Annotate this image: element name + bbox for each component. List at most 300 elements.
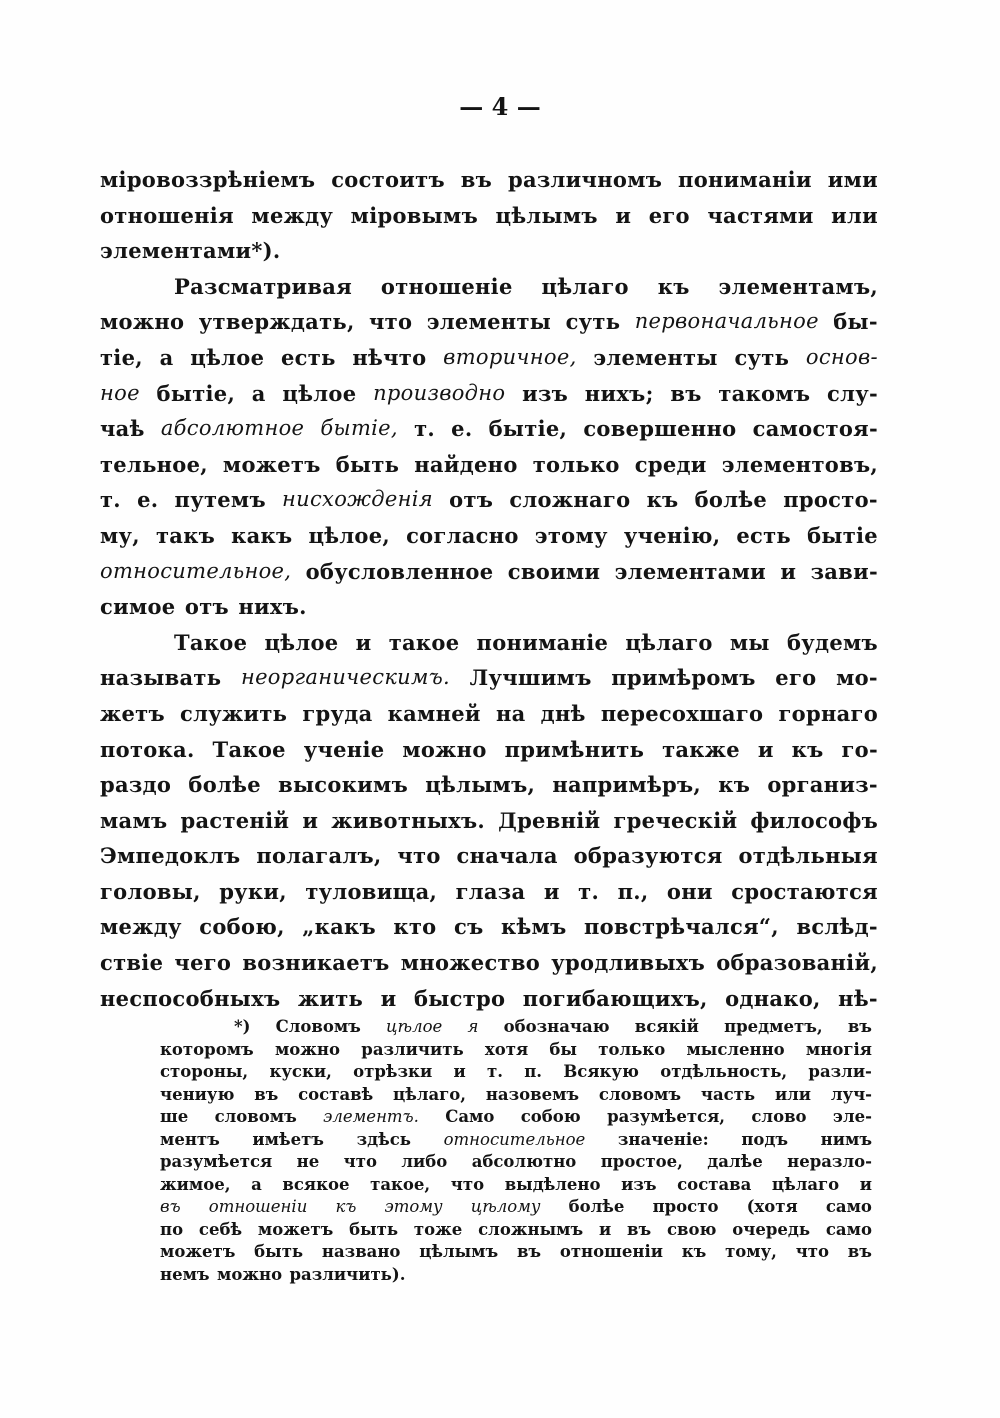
main-text-word: между [100,914,182,940]
main-text-word: есть [281,344,336,370]
main-text-word: пониманіи [678,167,812,192]
main-text-word: однако, [725,985,821,1011]
main-text-word: отъ [449,487,494,513]
footnote-word: въ [516,1242,542,1261]
main-text-word: согласно [406,522,519,548]
main-text-word: высокимъ [278,772,408,798]
main-text-line [100,304,878,340]
main-text-line [100,909,878,945]
main-text-word: погибающихъ, [522,985,708,1011]
footnote-word: ментъ [160,1129,220,1149]
footnote-word: элементъ. [323,1107,419,1126]
main-text-word: изъ [522,380,569,406]
footnote-word: слово [751,1107,807,1126]
footnote-word: цѣлаго [771,1174,840,1194]
footnote-word: стороны, [160,1062,249,1081]
footnote-word: а [251,1174,262,1194]
footnote-word: либо [401,1152,448,1171]
main-text-line [100,482,878,518]
main-text-word: совершенно [583,416,737,442]
main-text-word: основ- [805,344,878,369]
main-text-word: отношеніе [380,273,513,299]
footnote-word: цѣлаго, [393,1084,467,1104]
main-text-line [100,376,878,412]
footnote-word: разумѣется, [607,1107,726,1126]
main-text-word: цѣлаго [625,629,713,655]
main-text-word: мо- [836,665,878,691]
main-text-line [100,554,878,590]
main-text-word: полагалъ, [256,843,382,869]
main-text-word: найдено [414,451,518,477]
main-text-word: сначала [456,843,558,869]
footnote-word: въ [847,1242,872,1261]
main-text-word: и [302,807,319,833]
main-text-word: только [532,451,620,477]
main-text-word: Эмпедоклъ [100,843,241,869]
main-text-word: элементами*). [100,238,281,264]
footnote-line [160,1106,872,1129]
footnote-word: различить [361,1039,464,1059]
main-text-line [100,233,878,269]
main-text-word: называть [100,665,222,691]
main-text-word: и [757,736,774,762]
main-text-word: такое [388,629,460,655]
main-text-word: цѣлое [264,629,339,655]
footnote-word: быть [254,1242,304,1261]
footnote-word: далѣе [707,1152,763,1171]
main-text-word: руки, [219,878,287,904]
main-text-line [100,732,878,768]
footnote-word: собою [520,1107,581,1126]
footnote-line [160,1196,872,1219]
main-text-word: относительное, [100,558,292,583]
footnote-word: имѣетъ [252,1129,324,1149]
main-text-word: на [495,700,526,726]
main-text-word: абсолютное [160,416,305,441]
footnote-word: быть [349,1219,399,1239]
main-text-word: головы, [100,878,201,904]
main-text-word: служить [180,700,288,726]
footnote-word: и [598,1219,612,1239]
main-text-word: растеній [180,807,290,833]
main-text-line [100,589,878,625]
footnote-word: состава [677,1174,752,1194]
main-text-word: производно [373,380,506,405]
footnote-word: п. [524,1062,543,1081]
main-text-word: и [543,878,560,904]
footnote-word: различить). [289,1264,406,1284]
main-text-word: а [159,344,174,370]
main-text-word: состоитъ [331,167,445,192]
main-text-line [100,696,878,732]
main-text-line [100,162,878,198]
footnote-line [160,1061,872,1084]
footnote-word: само [825,1219,872,1239]
footnote-word: часть [700,1084,756,1104]
main-text-word: примѣнить [504,736,645,762]
main-text-word: туловища, [305,878,438,904]
main-text-line [100,198,878,234]
footnote-word: выдѣлено [504,1174,601,1194]
main-text-word: среди [634,451,707,477]
main-text-word: симое [100,594,176,620]
main-text-word: цѣлаго [541,273,629,299]
main-text-word: его [775,665,817,691]
footnote-word: въ [254,1084,279,1104]
main-text-word: организ- [767,772,878,798]
main-text-line [100,981,878,1017]
main-text-word: просто- [783,487,878,513]
main-text-word: нисхожденія [282,487,433,512]
main-text-word: нихъ. [238,594,307,620]
main-text-word: различномъ [507,167,663,192]
main-text-word: обусловленное [305,558,494,584]
main-text-word: цѣлымъ [495,202,598,228]
main-text-word: что [369,309,413,335]
footnote-word: тоже [413,1219,463,1239]
footnote-word: луч- [830,1084,872,1104]
main-text-word: собою, [199,914,285,940]
main-text-word: повстрѣчался“, [584,914,779,940]
main-text-word: образованій, [716,950,878,976]
main-text-word: ствіе [100,950,164,976]
footnote-word: къ [335,1197,357,1216]
footnote-word: цѣлымъ [419,1242,499,1261]
main-text-word: суть [565,309,621,335]
main-text-word: его [648,202,690,228]
main-text-word: жить [297,985,364,1011]
main-text-word: ими [827,167,878,192]
main-text-word: и [380,985,397,1011]
main-text-word: можно [402,736,487,762]
footnote-word: неразло- [787,1152,872,1171]
main-text-word: напримѣръ, [552,772,702,798]
footnote-line [160,1016,872,1039]
main-text-word: глаза [455,878,526,904]
footnote-line [160,1129,872,1152]
main-text-word: примѣромъ [611,665,756,691]
footnote-word: можетъ [160,1242,236,1261]
footnote-word: само [825,1197,872,1216]
main-text-word: можно [100,309,185,335]
footnote-word: подъ [741,1129,789,1149]
main-text-word: они [666,878,713,904]
main-text-word: раздо [100,772,172,798]
footnote-word: цѣлое [386,1017,443,1036]
main-text-word: быть [335,451,400,477]
main-text-word: къ [791,736,824,762]
main-text-word: Такое [174,629,248,655]
footnote-word: отношеніи [208,1197,308,1216]
footnote-word: что [795,1242,830,1261]
footnote-word: ше [160,1107,189,1126]
main-text-word: возникаетъ [242,950,390,976]
footnote-word: и [859,1174,872,1194]
main-text-word: и [615,202,632,228]
main-text-word: греческій [613,807,738,833]
footnote-word: или [774,1084,812,1104]
main-text-line [100,767,878,803]
main-text-word: вслѣд- [796,914,878,940]
footnote-word: можетъ [257,1219,334,1239]
main-text-line [100,411,878,447]
main-text-word: животныхъ. [331,807,486,833]
main-text-word: уродливыхъ [551,950,706,976]
footnote-word: въ [627,1219,652,1239]
main-text-word: жетъ [100,700,165,726]
main-text-word: го- [841,736,878,762]
main-text-word: нихъ; [584,380,654,406]
main-text-word: зави- [810,558,878,584]
main-text-word: отъ [184,594,229,620]
main-text-word: міровымъ [350,202,478,228]
footnote-word: Само [445,1107,495,1126]
main-text-word: слу- [827,380,878,406]
main-text-word: мамъ [100,807,168,833]
main-text-word: въ [460,167,493,192]
footnote-word: разумѣется [160,1152,273,1171]
main-text-line [100,269,878,305]
footnote-word: очередь [732,1219,811,1239]
footnote-line [160,1039,872,1062]
main-text-word: элементы [593,344,718,370]
main-text-line [100,518,878,554]
footnote-word: словомъ [598,1084,682,1104]
footnote-word: жимое, [160,1174,231,1194]
main-text-line [100,874,878,910]
main-text-word: днѣ [540,700,586,726]
main-text-word: вторичное, [443,344,577,369]
main-text-word: элементами [614,558,767,584]
main-text-word: п., [617,878,649,904]
footnote-word: я [467,1017,479,1036]
footnote-word: многія [805,1039,872,1059]
main-text-word: между [251,202,334,228]
footnote-word: чениую [160,1084,235,1104]
main-text-word: Древній [498,807,601,833]
main-text-word: кто [393,914,437,940]
footnote [160,1016,872,1286]
footnote-word: можно [274,1039,341,1059]
main-text-word: пересохшаго [600,700,764,726]
main-text-word: чаѣ [100,416,145,442]
main-text-word: кѣмъ [501,914,567,940]
main-text-word: нѣчто [352,344,427,370]
main-text-word: Разсматривая [174,273,353,299]
main-text-word: Такое [212,736,286,762]
main-text-word: нѣ- [838,985,878,1011]
footnote-word: (хотя [746,1197,798,1216]
footnote-line [160,1084,872,1107]
footnote-word: отрѣзки [353,1062,433,1081]
footnote-word: къ [681,1242,707,1261]
footnote-word: т. [487,1062,503,1081]
main-text-word: бытіе, [320,416,398,441]
footnote-word: хотя [484,1039,529,1059]
main-text-word: неспособныхъ [100,985,281,1011]
main-text-word: или [831,202,878,228]
footnote-line [160,1264,872,1287]
footnote-word: словомъ [214,1107,297,1126]
footnote-word: немъ [160,1264,210,1284]
footnote-line [160,1174,872,1197]
main-text-word: потока. [100,736,195,762]
footnote-word: мысленно [686,1039,785,1059]
main-text-word: что [397,843,441,869]
main-text-word: ное [100,380,140,405]
main-text-word: этому [534,522,608,548]
main-text-word: и [355,629,372,655]
main-text-line [100,447,878,483]
main-text-word: первоначальное [634,309,819,334]
main-text-word: элементовъ, [721,451,878,477]
footnote-word: *) [234,1017,251,1036]
footnote-word: болѣе [568,1197,625,1216]
footnote-word: простое, [600,1152,683,1171]
footnote-word: просто [652,1197,719,1216]
main-text-word: т. [100,487,121,513]
footnote-word: нимъ [820,1129,872,1149]
footnote-word: въ [847,1017,872,1036]
main-text-word: бытіе [807,522,878,548]
footnote-word: что [343,1152,377,1171]
footnote-word: изъ [621,1174,657,1194]
footnote-word: сложнымъ [478,1219,584,1239]
main-text-word: груда [302,700,373,726]
main-text-word: элементамъ, [718,273,878,299]
main-text-word: болѣе [694,487,768,513]
footnote-word: и [453,1062,466,1081]
main-text-word: бытіе, [488,416,568,442]
main-text-word: какъ [231,522,293,548]
main-text-word: чего [174,950,232,976]
main-text-word: самостоя- [752,416,878,442]
main-text-word: е. [137,487,159,513]
main-text-line [100,340,878,376]
main-text-word: утверждать, [198,309,355,335]
footnote-word: тому, [725,1242,777,1261]
main-text-line [100,660,878,696]
main-text-word: множество [400,950,541,976]
main-text-word: образуются [573,843,723,869]
footnote-word: этому [384,1197,443,1216]
footnote-word: всякій [634,1017,699,1036]
main-text-word: цѣлое [282,380,357,406]
footnote-word: Словомъ [275,1017,361,1036]
main-text-word: суть [734,344,790,370]
footnote-word: отдѣльность, [660,1062,788,1081]
main-text-word: отношенія [100,202,234,228]
footnote-word: въ [160,1197,181,1216]
footnote-word: разли- [808,1062,872,1081]
main-text-word: съ [454,914,484,940]
main-text-word: тельное, [100,451,208,477]
main-text-line [100,945,878,981]
footnote-word: обозначаю [503,1017,610,1036]
main-text-word: болѣе [188,772,261,798]
main-text-word: т. [578,878,600,904]
page-number: — 4 — [459,92,541,121]
footnote-word: можно [217,1264,283,1284]
main-text-word: цѣлымъ, [425,772,536,798]
footnote-line [160,1151,872,1174]
main-text-word: мы [729,629,770,655]
footnote-word: названо [321,1242,401,1261]
main-text-body [100,162,878,1016]
main-text-word: такъ [155,522,216,548]
main-text-word: міровоззрѣніемъ [100,167,316,192]
footnote-word: свою [666,1219,717,1239]
main-text-word: частями [707,202,814,228]
footnote-word: предметъ, [724,1017,823,1036]
main-text-line [100,838,878,874]
footnote-word: назовемъ [485,1084,580,1104]
main-text-word: сложнаго [509,487,631,513]
main-text-word: сростаются [731,878,878,904]
footnote-word: которомъ [160,1039,254,1059]
footnote-word: куски, [269,1062,332,1081]
main-text-word: тіе, [100,344,143,370]
footnote-word: всякое [282,1174,350,1194]
footnote-word: отношеніи [559,1242,663,1261]
main-text-word: цѣлое, [308,522,391,548]
main-text-word: есть [736,522,791,548]
footnote-word: себѣ [198,1219,243,1239]
footnote-word: такое, [370,1174,431,1194]
footnote-word: цѣлому [470,1197,541,1216]
footnote-word: Всякую [563,1062,639,1081]
footnote-line [160,1241,872,1264]
main-text-word: а [251,380,266,406]
main-text-word: философъ [750,807,878,833]
main-text-word: элементы [426,309,552,335]
main-text-word: будемъ [786,629,878,655]
footnote-word: составѣ [298,1084,374,1104]
footnote-word: здѣсь [356,1129,411,1149]
main-text-word: также [662,736,740,762]
footnote-word: относительное [443,1129,586,1149]
footnote-word: что [450,1174,485,1194]
main-text-word: быстро [413,985,506,1011]
main-text-word: такомъ [718,380,811,406]
main-text-word: отдѣльныя [738,843,878,869]
footnote-word: не [296,1152,320,1171]
main-text-word: горнаго [778,700,878,726]
main-text-word: бытіе, [156,380,236,406]
footnote-line [160,1219,872,1242]
footnote-word: только [598,1039,666,1059]
main-text-word: своими [507,558,601,584]
main-text-word: камней [387,700,481,726]
main-text-word: ученію, [623,522,721,548]
main-text-word: въ [670,380,702,406]
footnote-word: бы [549,1039,577,1059]
main-text-line [100,803,878,839]
footnote-word: эле- [832,1107,872,1126]
main-text-word: ученіе [303,736,385,762]
main-text-word: т. [414,416,435,442]
main-text-word: „какъ [302,914,376,940]
main-text-word: цѣлое [190,344,265,370]
main-text-word: Лучшимъ [469,665,592,691]
main-text-word: е. [451,416,473,442]
main-text-word: къ [657,273,690,299]
main-text-word: му, [100,522,140,548]
main-text-word: неорганическимъ. [240,665,450,690]
main-text-line [100,625,878,661]
main-text-word: пониманіе [476,629,609,655]
footnote-word: абсолютно [471,1152,577,1171]
